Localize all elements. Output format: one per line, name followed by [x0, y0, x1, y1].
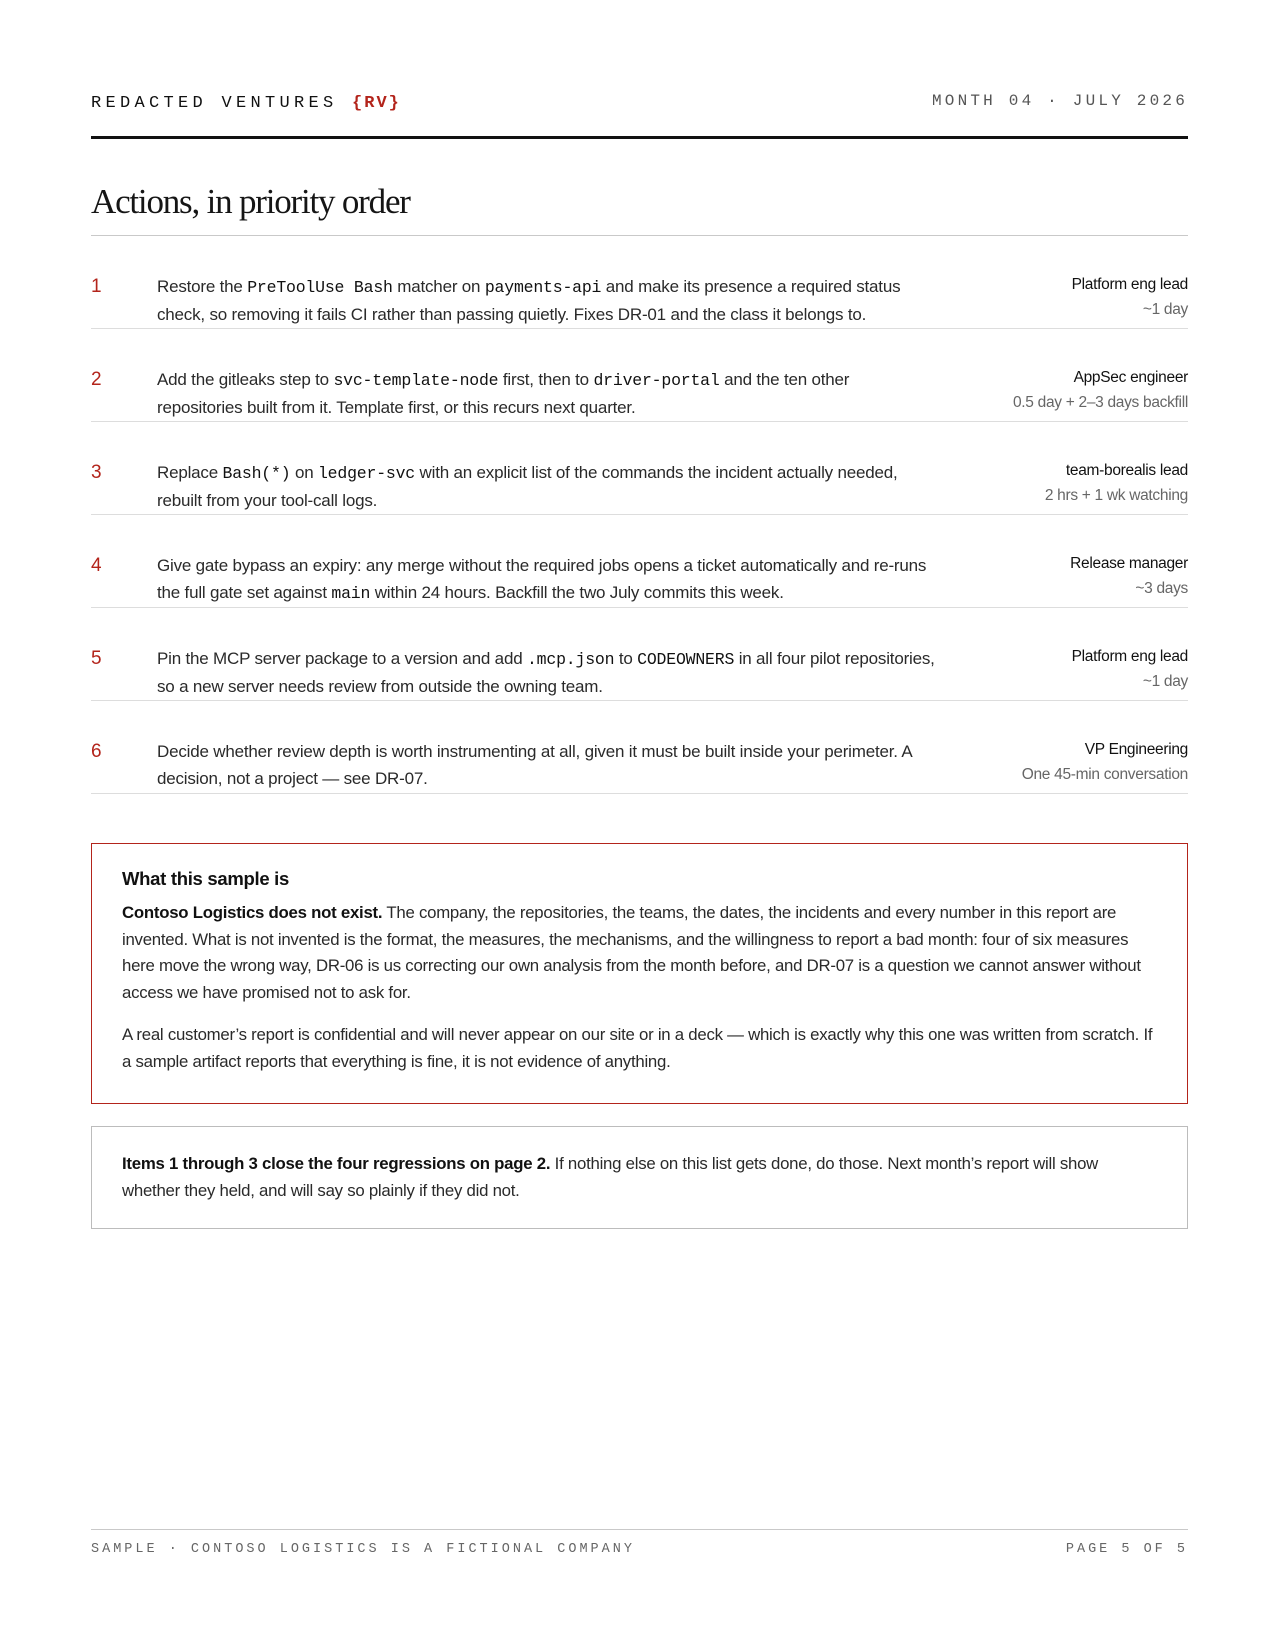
action-number: 3 [91, 462, 102, 483]
action-text-segment: in all four pilot repositories, so a new server needs review from outside the owning team. [157, 649, 935, 696]
section-title: Actions, in priority order [91, 182, 410, 221]
action-text-segment: Add the gitleaks step to [157, 370, 334, 389]
action-effort: ~1 day [1142, 301, 1188, 318]
action-effort: ~3 days [1135, 580, 1188, 597]
action-text-segment: and the ten other repositories built from it. Template first, or this recurs next quarter. [157, 370, 850, 417]
page-number: PAGE 5 OF 5 [1065, 1542, 1188, 1557]
action-description [157, 273, 937, 328]
sample-heading: What this sample is [122, 868, 290, 889]
action-owner: team-borealis lead [1065, 462, 1188, 479]
action-text-segment: Replace [157, 463, 223, 482]
inline-code: main [331, 584, 371, 603]
action-text-segment: Pin the MCP server package to a version and add [157, 649, 527, 668]
action-number: 5 [91, 648, 102, 669]
action-row [91, 701, 1188, 794]
inline-code: driver-portal [593, 371, 720, 390]
action-text-segment: matcher on [392, 277, 485, 296]
action-description [157, 645, 937, 700]
priority-note-box [91, 1126, 1188, 1229]
inline-code: ledger-svc [317, 464, 416, 483]
report-period: MONTH 04 · JULY 2026 [931, 92, 1188, 110]
action-text-segment: Give gate bypass an expiry: any merge without the required jobs opens a ticket automatically and re-runs the full gate set against [157, 556, 927, 602]
action-row [91, 608, 1188, 701]
report-page [91, 0, 1188, 1650]
action-number: 6 [91, 741, 102, 762]
sample-paragraph-1 [122, 900, 1157, 1006]
action-description [157, 738, 937, 792]
brand-mark: {RV} [352, 94, 401, 113]
action-text-segment: to [614, 649, 638, 668]
action-text-segment: on [290, 463, 318, 482]
inline-code: svc-template-node [333, 371, 499, 390]
action-row [91, 236, 1188, 329]
action-owner: VP Engineering [1084, 741, 1188, 758]
action-owner: Platform eng lead [1071, 276, 1188, 293]
footer-disclaimer: SAMPLE · CONTOSO LOGISTICS IS A FICTIONAL COMPANY [91, 1542, 635, 1557]
inline-code: CODEOWNERS [637, 650, 735, 669]
action-owner: Platform eng lead [1071, 648, 1188, 665]
action-text-segment: Decide whether review depth is worth instrumenting at all, given it must be built inside your perimeter. A decision, not a project — see DR-07. [157, 742, 912, 788]
masthead [91, 90, 1188, 139]
action-text-segment: first, then to [498, 370, 594, 389]
action-description [157, 552, 937, 607]
action-owner: AppSec engineer [1073, 369, 1188, 386]
action-row [91, 329, 1188, 422]
inline-code: PreToolUse Bash [247, 278, 393, 297]
inline-code: Bash(*) [222, 464, 291, 483]
action-description [157, 366, 937, 421]
action-owner: Release manager [1070, 555, 1188, 572]
priority-note-text: If nothing else on this list gets done, do those. Next month’s report will show whether they held, and will say so plainly if they did not. [122, 1154, 1099, 1200]
action-number: 2 [91, 369, 102, 390]
action-text-segment: within 24 hours. Backfill the two July commits this week. [370, 583, 784, 602]
priority-note-bold: Items 1 through 3 close the four regressions on page 2. [122, 1154, 551, 1173]
action-number: 1 [91, 276, 102, 297]
sample-disclaimer-box [91, 843, 1188, 1104]
action-effort: One 45-min conversation [1021, 766, 1188, 783]
sample-paragraph-2: A real customer’s report is confidential and will never appear on our site or in a deck — which is exactly why this one was written from scratch. If a sample artifact reports that everything is fine, it is not evidence of anything. [122, 1025, 1153, 1071]
action-description [157, 459, 937, 514]
footer-divider [91, 1529, 1188, 1530]
action-text-segment: Restore the [157, 277, 248, 296]
action-number: 4 [91, 555, 102, 576]
brand-name: REDACTED VENTURES [91, 94, 338, 113]
inline-code: .mcp.json [526, 650, 615, 669]
sample-lead-bold: Contoso Logistics does not exist. [122, 903, 383, 922]
actions-list [91, 236, 1188, 794]
action-row [91, 515, 1188, 608]
action-text-segment: with an explicit list of the commands the incident actually needed, rebuilt from your tool-call logs. [157, 463, 898, 510]
inline-code: payments-api [484, 278, 602, 297]
action-effort: ~1 day [1142, 673, 1188, 690]
action-row [91, 422, 1188, 515]
priority-note [122, 1151, 1157, 1204]
action-effort: 2 hrs + 1 wk watching [1044, 487, 1188, 504]
action-text-segment: and make its presence a required status check, so removing it fails CI rather than passing quietly. Fixes DR-01 and the class it belongs to. [157, 277, 901, 324]
action-effort: 0.5 day + 2–3 days backfill [1012, 394, 1188, 411]
brand-logo [91, 94, 401, 113]
sample-paragraph-1-text: The company, the repositories, the teams, the dates, the incidents and every number in this report are invented. What is not invented is the format, the measures, the mechanisms, and the willingness to report a bad month: four of six measures here move the wrong way, DR-06 is us correcting our own analysis from the month before, and DR-07 is a question we cannot answer without access we have promised not to ask for. [122, 903, 1141, 1002]
